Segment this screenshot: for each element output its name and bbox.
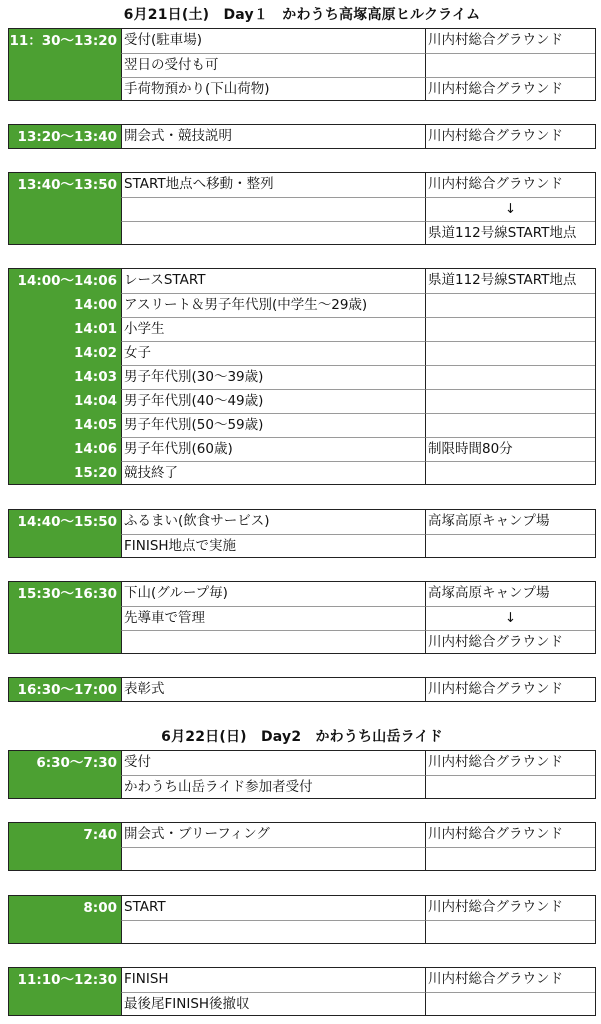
day2-schedule-block <box>8 895 596 944</box>
place-cell <box>425 389 595 413</box>
time-cell: 8:00 <box>83 900 117 916</box>
event-cell: 開会式・競技説明 <box>121 125 425 149</box>
place-cell: 川内村総合グラウンド <box>425 77 595 101</box>
schedule-row <box>9 437 595 461</box>
event-cell <box>121 221 425 245</box>
time-cell: 14:40〜15:50 <box>17 514 117 530</box>
event-cell <box>121 847 425 871</box>
schedule-row <box>9 269 595 293</box>
schedule-row <box>9 173 595 197</box>
time-cell: 16:30〜17:00 <box>17 682 117 698</box>
schedule-row <box>9 413 595 437</box>
place-cell: 川内村総合グラウンド <box>425 678 595 702</box>
schedule-row <box>9 582 595 606</box>
schedule-row <box>9 53 595 77</box>
event-cell: 先導車で管理 <box>121 606 425 630</box>
time-cell <box>9 77 121 101</box>
place-cell <box>425 461 595 485</box>
day1-schedule-block <box>8 28 596 101</box>
place-cell: 高塚高原キャンプ場 <box>425 510 595 534</box>
event-cell: 開会式・ブリーフィング <box>121 823 425 847</box>
day1-schedule-block <box>8 124 596 149</box>
place-cell <box>425 413 595 437</box>
time-cell <box>9 534 121 558</box>
schedule-row <box>9 389 595 413</box>
time-cell: 11:10〜12:30 <box>17 972 117 988</box>
schedule-row <box>9 293 595 317</box>
schedule-row <box>9 125 595 149</box>
place-cell <box>425 341 595 365</box>
place-cell <box>425 534 595 558</box>
event-cell: 受付(駐車場) <box>121 29 425 53</box>
day1-schedule-block <box>8 172 596 245</box>
schedule-row <box>9 534 595 558</box>
place-cell: 県道112号線START地点 <box>425 221 595 245</box>
time-cell <box>9 53 121 77</box>
schedule-row <box>9 896 595 920</box>
event-cell: 女子 <box>121 341 425 365</box>
place-cell <box>425 920 595 944</box>
schedule-row <box>9 341 595 365</box>
time-cell: 14:05 <box>74 417 117 433</box>
time-cell: 14:04 <box>74 393 117 409</box>
place-cell: 川内村総合グラウンド <box>425 173 595 197</box>
down-arrow-icon: ↓ <box>425 606 595 630</box>
time-cell: 14:00〜14:06 <box>17 273 117 289</box>
event-cell: 男子年代別(30〜39歳) <box>121 365 425 389</box>
schedule-row <box>9 197 595 221</box>
schedule-row <box>9 77 595 101</box>
place-cell <box>425 293 595 317</box>
time-cell: 14:06 <box>74 441 117 457</box>
time-cell: 15:20 <box>74 465 117 481</box>
schedule-row <box>9 221 595 245</box>
time-cell <box>9 221 121 245</box>
schedule-row <box>9 317 595 341</box>
event-cell: かわうち山岳ライド参加者受付 <box>121 775 425 799</box>
event-cell: FINISH地点で実施 <box>121 534 425 558</box>
time-cell <box>9 606 121 630</box>
schedule-row <box>9 678 595 702</box>
event-cell: 手荷物預かり(下山荷物) <box>121 77 425 101</box>
event-cell: FINISH <box>121 968 425 992</box>
time-cell <box>9 847 121 871</box>
event-cell: 小学生 <box>121 317 425 341</box>
event-cell <box>121 630 425 654</box>
event-cell: START地点へ移動・整列 <box>121 173 425 197</box>
place-cell: 川内村総合グラウンド <box>425 823 595 847</box>
place-cell: 川内村総合グラウンド <box>425 125 595 149</box>
day2-schedule-block <box>8 750 596 799</box>
place-cell: 川内村総合グラウンド <box>425 751 595 775</box>
place-cell: 川内村総合グラウンド <box>425 968 595 992</box>
time-cell: 14:00 <box>74 297 117 313</box>
day1-title: 6月21日(土) Day１ かわうち高塚高原ヒルクライム <box>123 7 481 23</box>
time-cell <box>9 197 121 221</box>
day2-schedule-block <box>8 822 596 871</box>
schedule-row <box>9 992 595 1016</box>
time-cell: 11：30〜13:20 <box>9 33 117 49</box>
day1-schedule-block <box>8 677 596 702</box>
place-cell <box>425 775 595 799</box>
place-cell: 川内村総合グラウンド <box>425 630 595 654</box>
event-cell: 男子年代別(50〜59歳) <box>121 413 425 437</box>
time-cell: 15:30〜16:30 <box>17 586 117 602</box>
event-cell: 競技終了 <box>121 461 425 485</box>
schedule-row <box>9 29 595 53</box>
place-cell: 県道112号線START地点 <box>425 269 595 293</box>
place-cell <box>425 317 595 341</box>
day1-schedule-block <box>8 581 596 654</box>
schedule-row <box>9 630 595 654</box>
schedule-row <box>9 606 595 630</box>
day1-schedule-block <box>8 268 596 485</box>
place-cell <box>425 53 595 77</box>
time-cell: 14:02 <box>74 345 117 361</box>
schedule-row <box>9 847 595 871</box>
place-cell: 川内村総合グラウンド <box>425 896 595 920</box>
event-cell: ふるまい(飲食サービス) <box>121 510 425 534</box>
schedule-row <box>9 968 595 992</box>
day2-schedule-block <box>8 967 596 1016</box>
day1-schedule-block <box>8 509 596 558</box>
place-cell: 制限時間80分 <box>425 437 595 461</box>
place-cell <box>425 992 595 1016</box>
schedule-row <box>9 510 595 534</box>
place-cell: 川内村総合グラウンド <box>425 29 595 53</box>
day2-title: 6月22日(日) Day2 かわうち山岳ライド <box>161 729 443 745</box>
time-cell <box>9 630 121 654</box>
event-cell: 最後尾FINISH後撤収 <box>121 992 425 1016</box>
event-cell <box>121 197 425 221</box>
event-cell: 受付 <box>121 751 425 775</box>
event-cell: 表彰式 <box>121 678 425 702</box>
place-cell <box>425 365 595 389</box>
event-cell: 翌日の受付も可 <box>121 53 425 77</box>
time-cell: 13:40〜13:50 <box>17 177 117 193</box>
place-cell: 高塚高原キャンプ場 <box>425 582 595 606</box>
event-cell: 下山(グループ毎) <box>121 582 425 606</box>
event-cell <box>121 920 425 944</box>
time-cell: 13:20〜13:40 <box>17 129 117 145</box>
place-cell <box>425 847 595 871</box>
time-cell: 6:30〜7:30 <box>36 755 117 771</box>
down-arrow-icon: ↓ <box>425 197 595 221</box>
schedule-row <box>9 823 595 847</box>
schedule-row <box>9 461 595 485</box>
event-cell: 男子年代別(60歳) <box>121 437 425 461</box>
time-cell <box>9 992 121 1016</box>
event-cell: START <box>121 896 425 920</box>
time-cell: 14:03 <box>74 369 117 385</box>
schedule-row <box>9 751 595 775</box>
event-cell: 男子年代別(40〜49歳) <box>121 389 425 413</box>
schedule-row <box>9 365 595 389</box>
event-cell: レースSTART <box>121 269 425 293</box>
time-cell: 7:40 <box>83 827 117 843</box>
event-cell: アスリート＆男子年代別(中学生〜29歳) <box>121 293 425 317</box>
time-cell: 14:01 <box>74 321 117 337</box>
time-cell <box>9 775 121 799</box>
time-cell <box>9 920 121 944</box>
schedule-row <box>9 920 595 944</box>
schedule-row <box>9 775 595 799</box>
